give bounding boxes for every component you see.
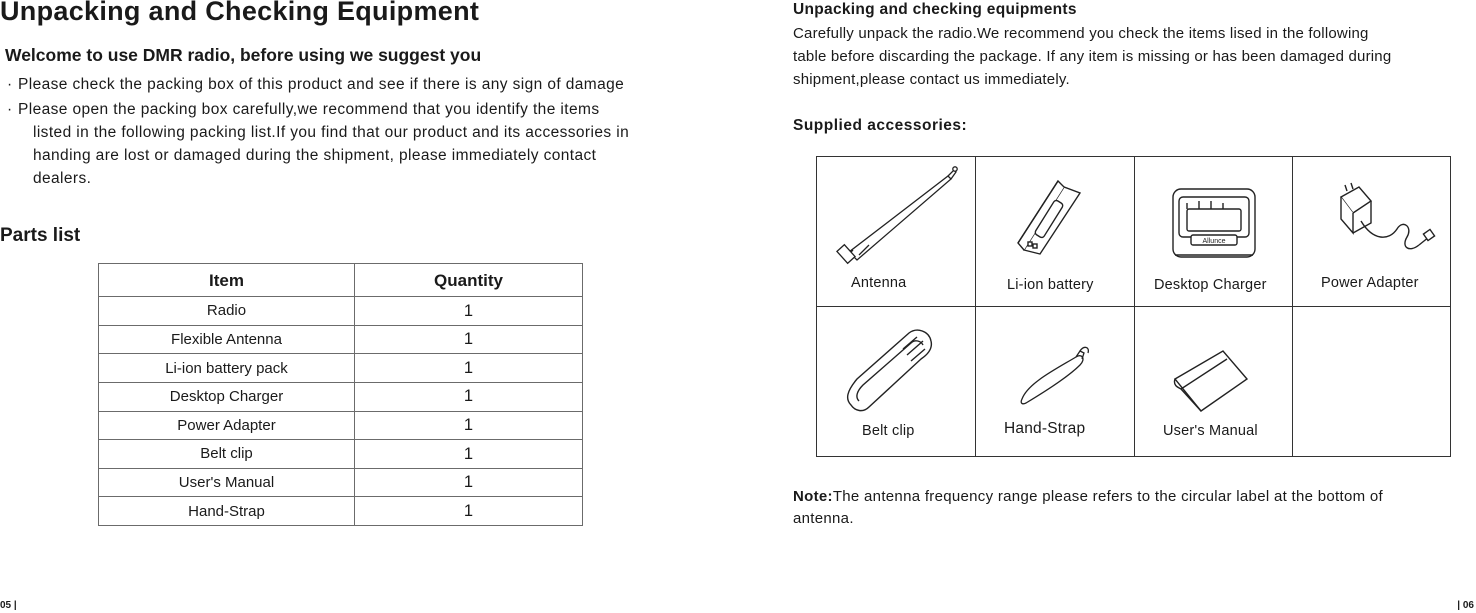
- accessory-cell-battery: [976, 157, 1135, 307]
- parts-table: [98, 263, 583, 526]
- accessory-label: Belt clip: [862, 423, 915, 439]
- page-number-right: | 06: [1457, 600, 1474, 611]
- note-label: Note:: [793, 488, 833, 505]
- accessory-label: Li-ion battery: [1007, 277, 1094, 293]
- table-row: User's Manual 1: [99, 468, 583, 497]
- accessory-cell-adapter: [1293, 157, 1451, 307]
- bullet-dot: ·: [7, 76, 13, 93]
- accessory-cell-manual: [1135, 307, 1293, 457]
- table-row: Belt clip 1: [99, 440, 583, 469]
- table-row: Desktop Charger 1: [99, 382, 583, 411]
- table-row: Li-ion battery pack 1: [99, 354, 583, 383]
- accessory-cell-belt-clip: [817, 307, 976, 457]
- charger-icon: [1135, 157, 1293, 277]
- accessories-grid: [816, 156, 1451, 457]
- table-row: Radio 1: [99, 297, 583, 326]
- welcome-heading: Welcome to use DMR radio, before using we suggest you: [5, 45, 482, 65]
- accessory-label: Desktop Charger: [1154, 277, 1267, 293]
- accessory-cell-charger: [1135, 157, 1293, 307]
- belt-clip-icon: [817, 307, 976, 432]
- parts-list-title: Parts list: [0, 225, 81, 246]
- manual-icon: [1135, 307, 1293, 427]
- accessory-cell-antenna: [817, 157, 976, 307]
- supplied-accessories-title: Supplied accessories:: [793, 117, 968, 134]
- column-header-quantity: Quantity: [355, 264, 583, 297]
- table-header-row: [99, 264, 583, 297]
- battery-icon: [976, 157, 1135, 277]
- accessory-cell-hand-strap: [976, 307, 1135, 457]
- accessory-label: Power Adapter: [1321, 275, 1419, 291]
- bullet-item-2: · Please open the packing box carefully,we recommend that you identify the items listed in the following packing list.If you find that our product and its accessories in handing are lost or damaged during the shipment, please immediately contact dealers.: [7, 98, 687, 190]
- accessory-label: Antenna: [851, 275, 907, 291]
- table-row: Hand-Strap 1: [99, 497, 583, 526]
- accessory-label: User's Manual: [1163, 423, 1258, 439]
- column-header-item: Item: [99, 264, 355, 297]
- bullet-item-1: · Please check the packing box of this product and see if there is any sign of damage: [7, 73, 687, 96]
- bullet-dot: ·: [7, 101, 13, 118]
- accessory-cell-empty: [1293, 307, 1451, 457]
- antenna-icon: [817, 157, 976, 277]
- section-heading: Unpacking and checking equipments: [793, 1, 1077, 18]
- page-title: Unpacking and Checking Equipment: [0, 0, 480, 26]
- accessory-label: Hand-Strap: [1004, 420, 1086, 437]
- table-row: Power Adapter 1: [99, 411, 583, 440]
- page-number-left: 05 |: [0, 600, 17, 611]
- charger-brand: Allunce: [1202, 238, 1226, 245]
- power-adapter-icon: [1293, 157, 1451, 277]
- note-paragraph: Note:The antenna frequency range please refers to the circular label at the bottom of antenna.: [793, 488, 1383, 527]
- table-row: Flexible Antenna 1: [99, 325, 583, 354]
- hand-strap-icon: [976, 307, 1135, 427]
- intro-paragraph: Carefully unpack the radio.We recommend you check the items lised in the following table before discarding the package. If any item is missing or has been damaged during shipment,please contact us immediately.: [793, 25, 1392, 88]
